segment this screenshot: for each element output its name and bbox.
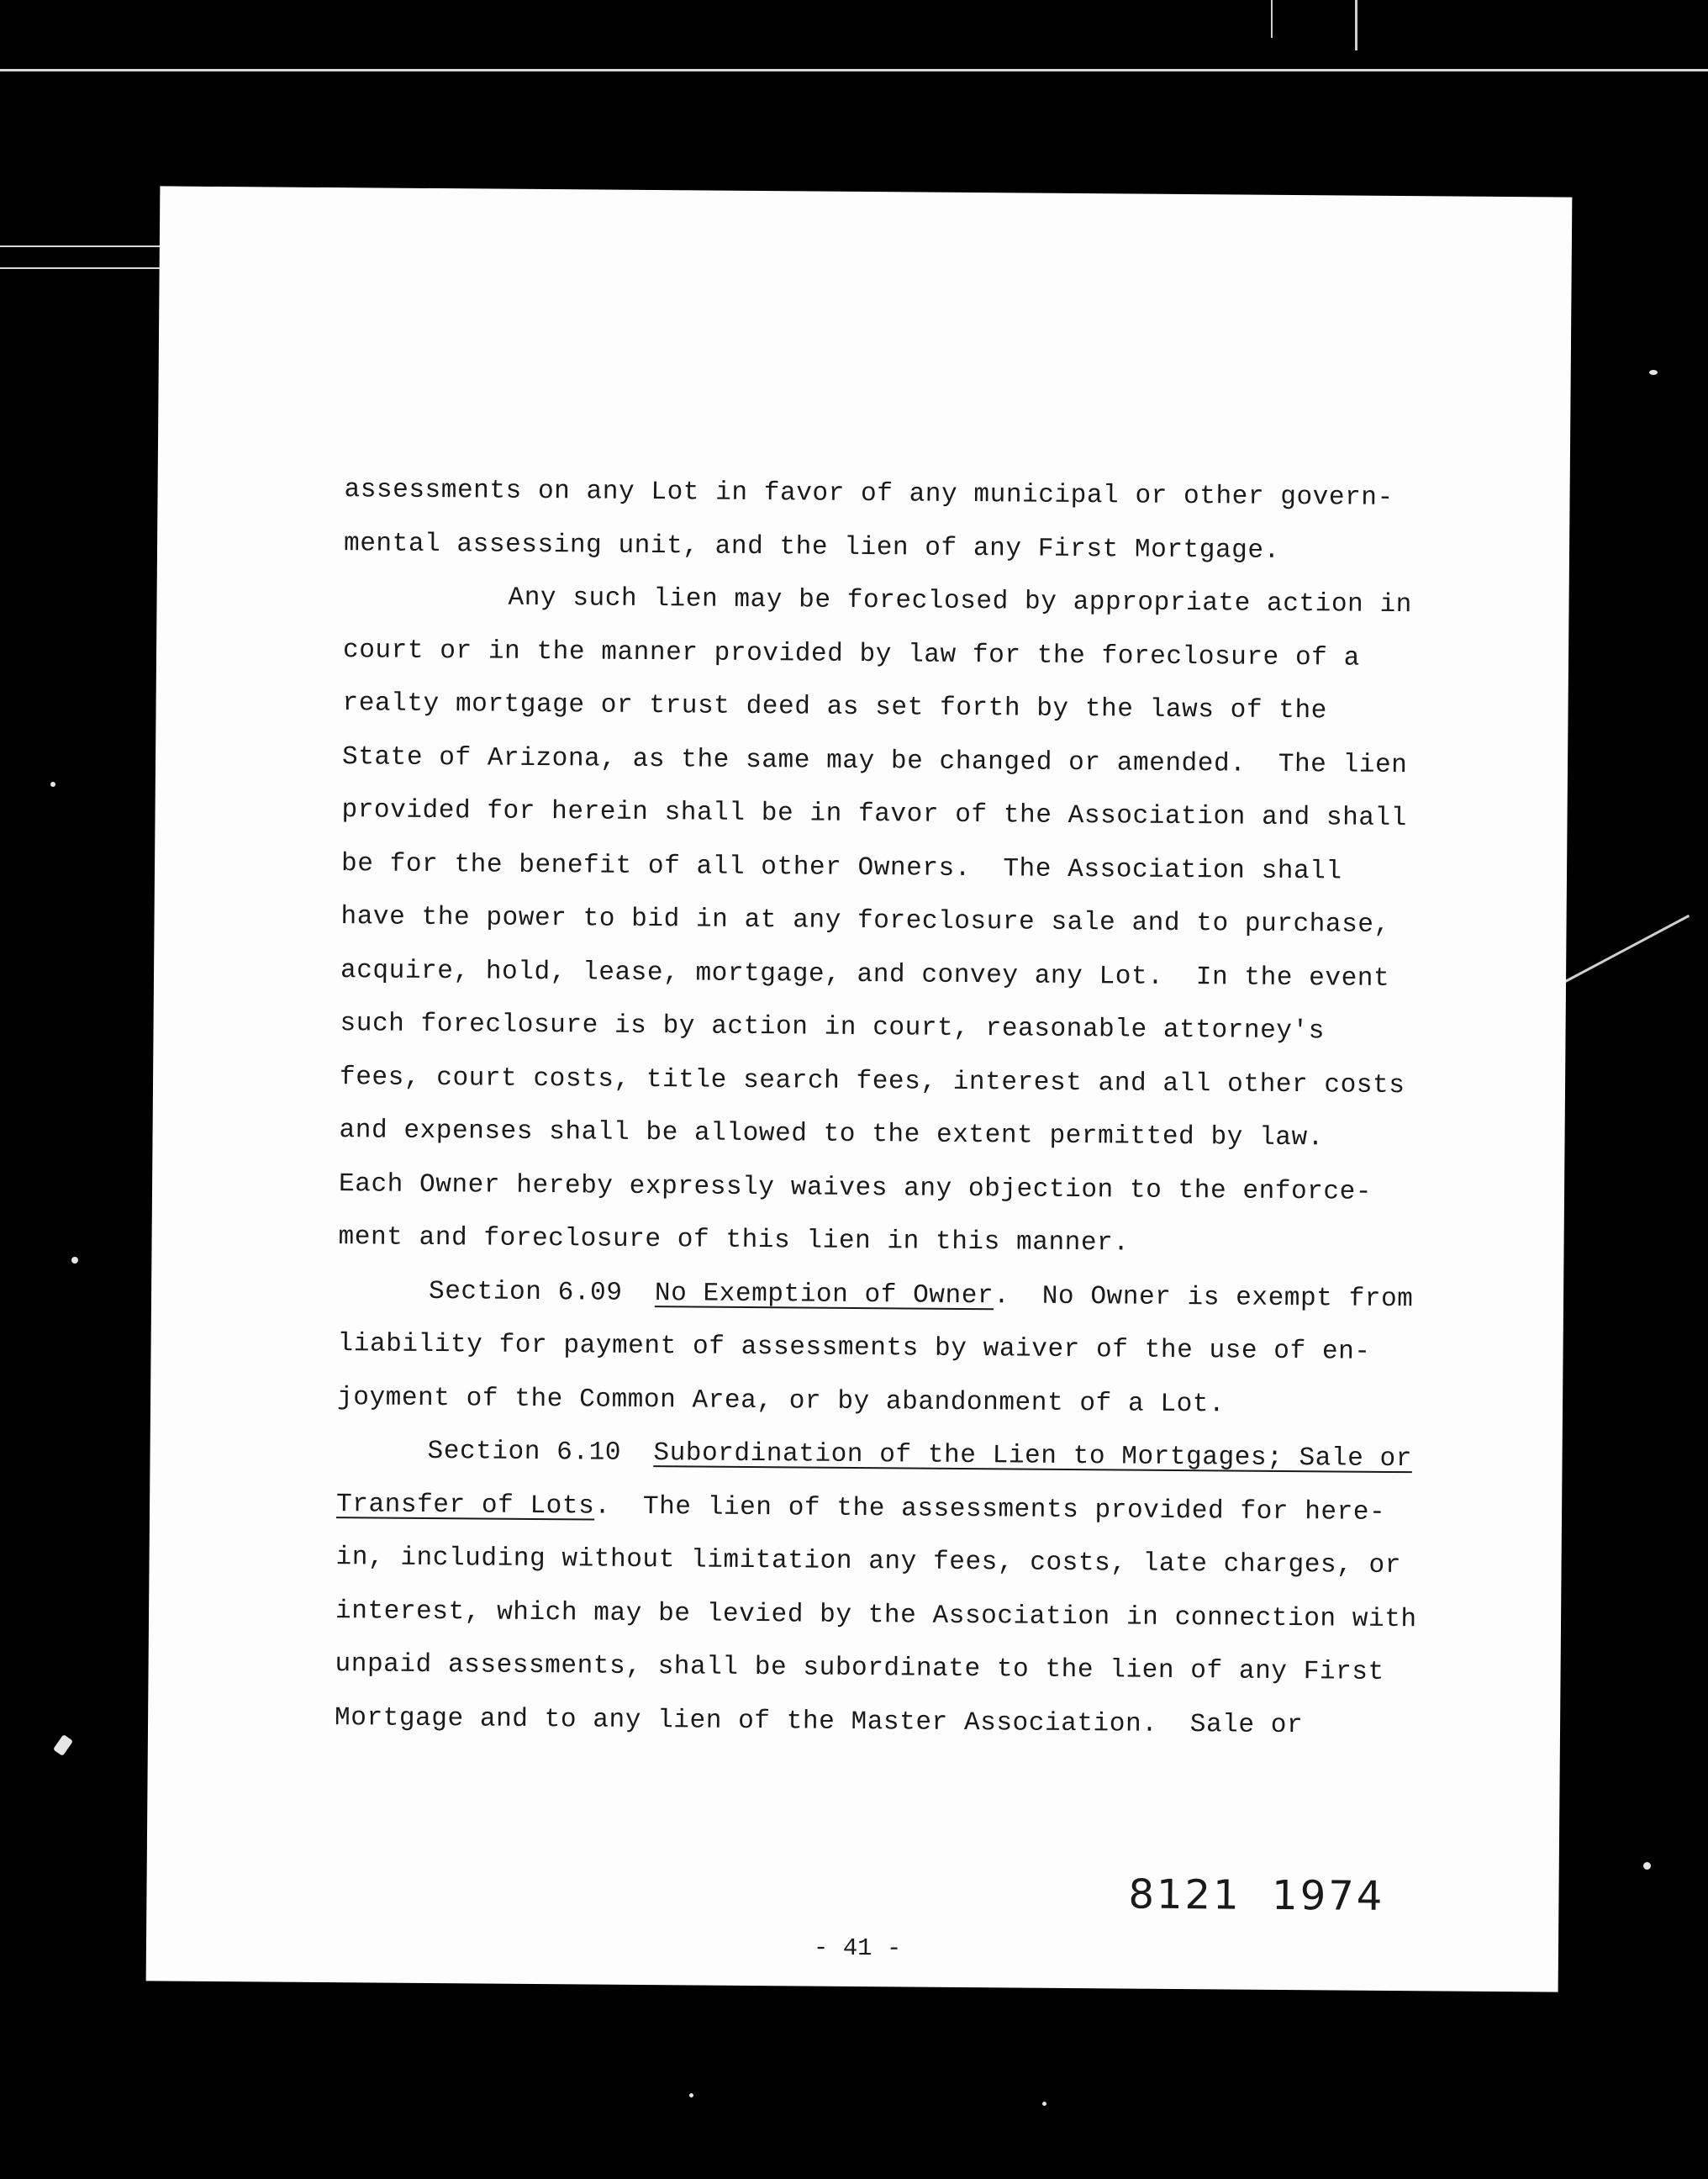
text-line: unpaid assessments, shall be subordinate to the lien of any First	[335, 1649, 1384, 1687]
scan-speck	[71, 1257, 78, 1264]
text-line: such foreclosure is by action in court, reasonable attorney's	[340, 1009, 1326, 1047]
section-610-heading-line-2	[336, 1478, 1437, 1540]
text-line: State of Arizona, as the same may be changed or amended. The lien	[341, 741, 1408, 780]
text-line: mental assessing unit, and the lien of any First Mortgage.	[343, 528, 1280, 566]
scan-speck	[1649, 370, 1658, 375]
text-line: and expenses shall be allowed to the extent permitted by law.	[339, 1116, 1325, 1153]
text-line: liability for payment of assessments by waiver of the use of en-	[337, 1329, 1371, 1367]
text-line: have the power to bid in at any foreclosure sale and to purchase,	[340, 902, 1390, 940]
text-line: realty mortgage or trust deed as set forth by the laws of the	[342, 689, 1328, 726]
section-609-heading-line	[338, 1264, 1439, 1327]
scan-edge-line	[0, 69, 1708, 71]
section-number: Section 6.09	[428, 1276, 623, 1308]
document-stamp-number: 8121 1974	[1128, 1870, 1385, 1920]
text-line: ment and foreclosure of this lien in this manner.	[338, 1222, 1130, 1258]
section-heading: No Exemption of Owner	[654, 1278, 994, 1311]
scan-speck	[1042, 2102, 1046, 2106]
section-number: Section 6.10	[427, 1436, 622, 1468]
text-line: assessments on any Lot in favor of any municipal or other govern-	[344, 475, 1394, 513]
text-line: fees, court costs, title search fees, interest and all other costs	[339, 1062, 1405, 1100]
scan-speck	[1643, 1862, 1651, 1870]
text-line: Mortgage and to any lien of the Master Association. Sale or	[334, 1702, 1304, 1740]
scan-streak	[1555, 915, 1690, 988]
text-line: in, including without limitation any fees, costs, late charges, or	[335, 1543, 1402, 1581]
page-number: - 41 -	[813, 1934, 902, 1963]
document-page	[146, 186, 1573, 1992]
scan-speck	[50, 782, 55, 787]
text-line: provided for herein shall be in favor of the Association and shall	[341, 795, 1408, 834]
scan-speck	[689, 2093, 693, 2097]
scan-streak	[1355, 0, 1357, 50]
text-line: be for the benefit of all other Owners. The Association shall	[340, 848, 1342, 887]
section-heading: Subordination of the Lien to Mortgages; Sale or	[653, 1438, 1413, 1475]
document-body	[335, 463, 1446, 1753]
section-heading: Transfer of Lots	[335, 1489, 595, 1522]
text-line: acquire, hold, lease, mortgage, and convey any Lot. In the event	[340, 955, 1390, 994]
text-fragment: . The lien of the assessments provided for here-	[594, 1491, 1386, 1527]
text-line: interest, which may be levied by the Association in connection with	[335, 1596, 1417, 1634]
section-610-heading-line	[336, 1424, 1437, 1486]
text-line: Any such lien may be foreclosed by appropriate action in	[508, 583, 1413, 620]
text-line: Each Owner hereby expressly waives any objection to the enforce-	[338, 1169, 1373, 1207]
text-line: court or in the manner provided by law for the foreclosure of a	[342, 635, 1360, 673]
text-fragment: . No Owner is exempt from	[994, 1280, 1414, 1314]
scan-streak	[1271, 0, 1273, 38]
scan-speck	[53, 1734, 73, 1756]
text-line: joyment of the Common Area, or by abandonment of a Lot.	[336, 1382, 1226, 1419]
